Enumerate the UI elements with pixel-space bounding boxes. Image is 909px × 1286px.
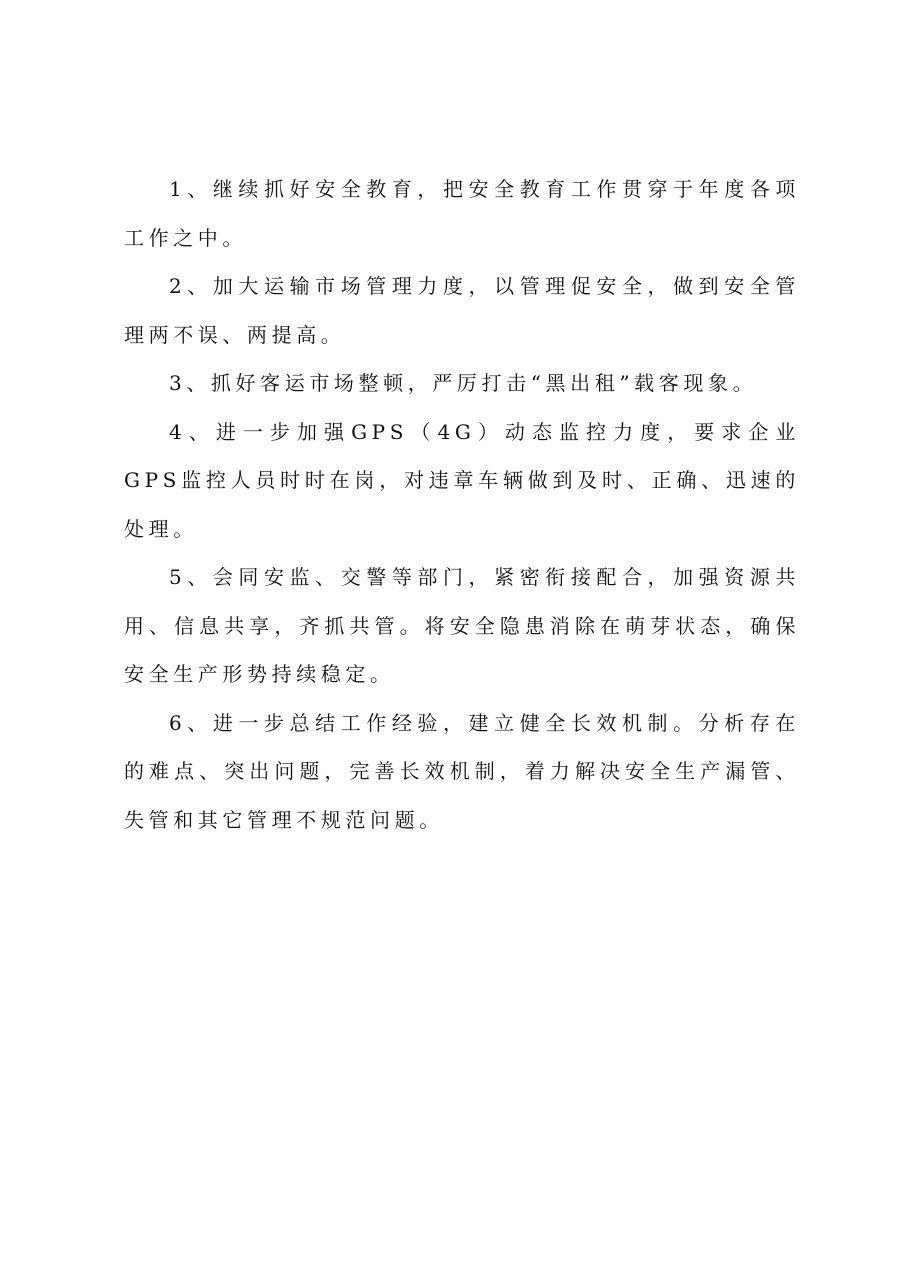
paragraph-2: 2、加大运输市场管理力度，以管理促安全，做到安全管理两不误、两提高。 (124, 274, 800, 347)
document-body (124, 165, 800, 844)
paragraph-1: 1、继续抓好安全教育，把安全教育工作贯穿于年度各项工作之中。 (124, 177, 800, 250)
paragraph-5: 5、会同安监、交警等部门，紧密衔接配合，加强资源共用、信息共享，齐抓共管。将安全隐患消除在萌芽状态，确保安全生产形势持续稳定。 (124, 565, 800, 686)
paragraph-4: 4、进一步加强GPS（4G）动态监控力度，要求企业GPS监控人员时时在岗，对违章车辆做到及时、正确、迅速的处理。 (124, 419, 800, 541)
paragraph-6: 6、进一步总结工作经验，建立健全长效机制。分析存在的难点、突出问题，完善长效机制，着力解决安全生产漏管、失管和其它管理不规范问题。 (124, 710, 800, 832)
paragraph-3: 3、抓好客运市场整顿，严厉打击“黑出租”载客现象。 (169, 371, 758, 395)
